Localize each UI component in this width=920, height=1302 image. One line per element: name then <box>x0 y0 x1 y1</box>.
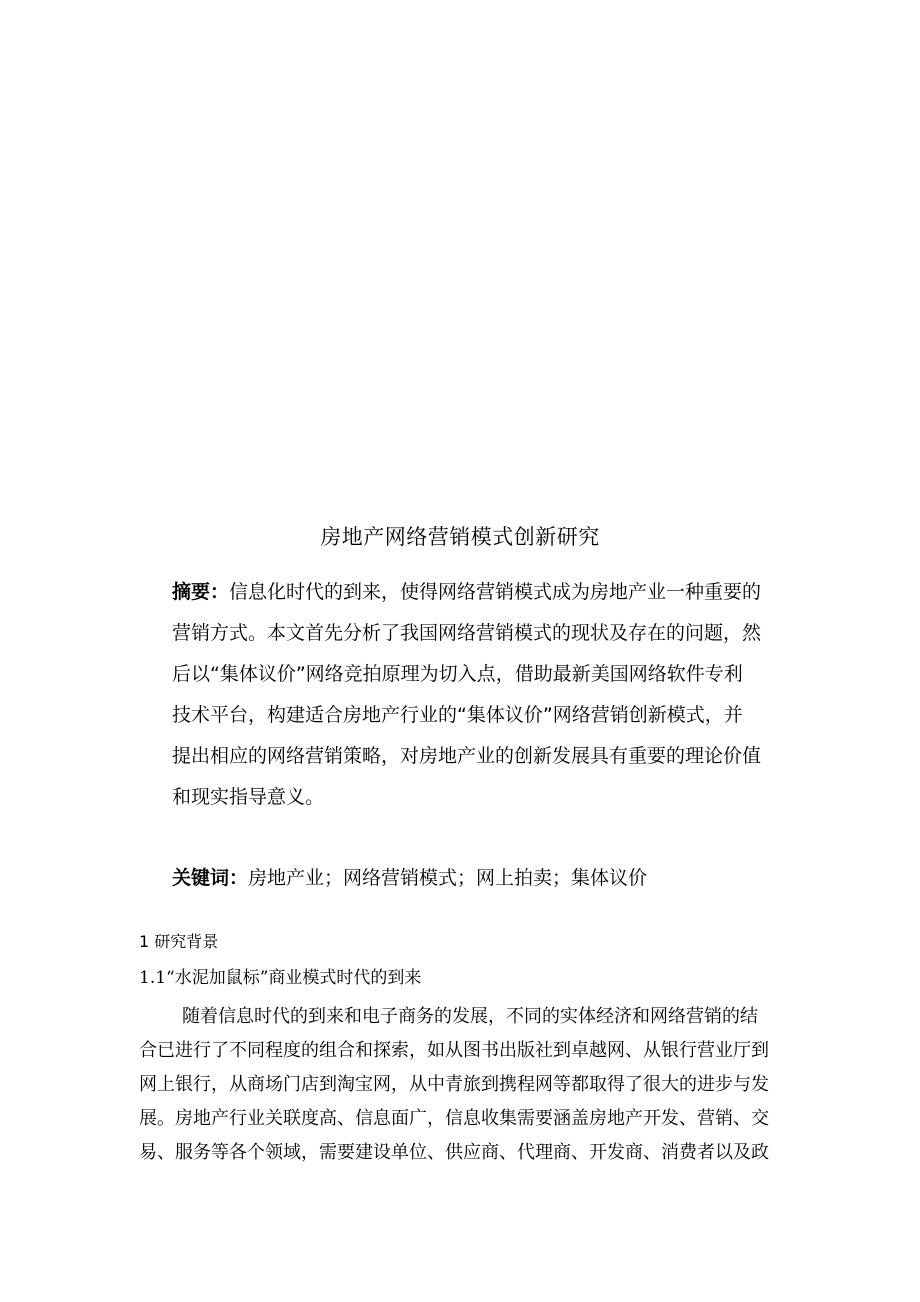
subsection-heading: 1.1“水泥加鼠标”商业模式时代的到来 <box>139 968 422 988</box>
paragraph-line: 合已进行了不同程度的组合和探索，如从图书出版社到卓越网、从银行营业厅到 <box>139 1040 769 1061</box>
abstract-line: 技术平台，构建适合房地产行业的“集体议价”网络营销创新模式，并 <box>172 704 743 726</box>
abstract-line <box>172 572 762 613</box>
abstract-line: 和现实指导意义。 <box>172 786 325 808</box>
paragraph-line: 随着信息时代的到来和电子商务的发展，不同的实体经济和网络营销的结 <box>182 1006 758 1027</box>
keywords-label: 关键词： <box>172 867 249 889</box>
abstract-text: 信息化时代的到来，使得网络营销模式成为房地产业一种重要的 <box>229 581 762 603</box>
document-title: 房地产网络营销模式创新研究 <box>320 525 600 549</box>
abstract-line: 后以“集体议价”网络竞拍原理为切入点，借助最新美国网络软件专利 <box>172 663 743 685</box>
paragraph-line: 网上银行，从商场门店到淘宝网，从中青旅到携程网等都取得了很大的进步与发 <box>139 1074 769 1095</box>
abstract-label: 摘要： <box>172 581 230 603</box>
paragraph-line: 易、服务等各个领域，需要建设单位、供应商、代理商、开发商、消费者以及政 <box>139 1142 769 1163</box>
keywords <box>172 858 772 899</box>
abstract <box>172 572 762 818</box>
paragraph-line: 展。房地产行业关联度高、信息面广，信息收集需要涵盖房地产开发、营销、交 <box>139 1108 769 1129</box>
body-paragraph <box>139 1000 784 1170</box>
abstract-line: 营销方式。本文首先分析了我国网络营销模式的现状及存在的问题，然 <box>172 622 762 644</box>
section-heading: 1 研究背景 <box>139 932 219 951</box>
keywords-text: 房地产业；网络营销模式；网上拍卖；集体议价 <box>248 867 648 889</box>
abstract-line: 提出相应的网络营销策略，对房地产业的创新发展具有重要的理论价值 <box>172 745 762 767</box>
